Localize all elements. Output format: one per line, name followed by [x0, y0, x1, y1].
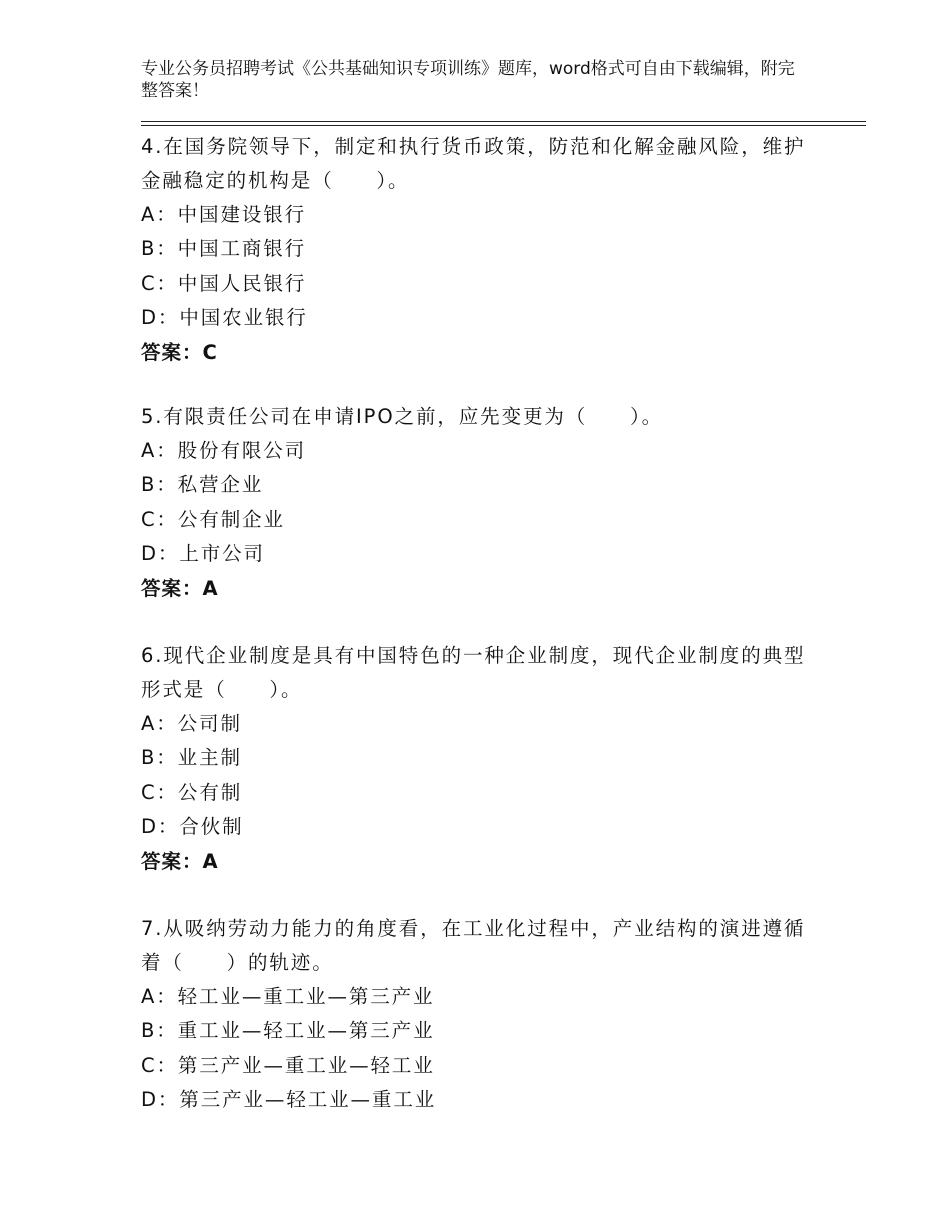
- answer-line: 答案：C: [141, 340, 218, 364]
- question-stem: 5.有限责任公司在申请IPO之前，应先变更为（ ）。: [141, 405, 664, 428]
- option-d: D：中国农业银行: [141, 306, 308, 330]
- option-b: B：重工业—轻工业—第三产业: [141, 1019, 435, 1043]
- answer-line: 答案：A: [141, 849, 219, 873]
- option-a: A：轻工业—重工业—第三产业: [141, 985, 435, 1008]
- question-stem: 6.现代企业制度是具有中国特色的一种企业制度，现代企业制度的典型形式是（ ）。: [141, 644, 806, 701]
- option-c: C：公有制企业: [141, 507, 285, 531]
- option-c: C：公有制: [141, 780, 243, 804]
- option-d: D：第三产业—轻工业—重工业: [141, 1088, 437, 1112]
- option-a: A：股份有限公司: [141, 439, 307, 462]
- option-b: B：中国工商银行: [141, 237, 307, 261]
- option-d: D：上市公司: [141, 542, 265, 566]
- option-b: B：业主制: [141, 746, 242, 770]
- question-5: [141, 400, 811, 606]
- option-b: B：私营企业: [141, 473, 264, 497]
- question-stem: 7.从吸纳劳动力能力的角度看，在工业化过程中，产业结构的演进遵循着（ ）的轨迹。: [141, 917, 806, 974]
- question-6: [141, 639, 811, 879]
- question-stem: 4.在国务院领导下，制定和执行货币政策，防范和化解金融风险，维护金融稳定的机构是（ ）。: [141, 135, 806, 192]
- question-7: [141, 912, 811, 1118]
- option-c: C：中国人民银行: [141, 271, 307, 295]
- option-a: A：中国建设银行: [141, 203, 307, 226]
- answer-line: 答案：A: [141, 576, 219, 600]
- question-4: [141, 130, 811, 370]
- option-c: C：第三产业—重工业—轻工业: [141, 1053, 435, 1077]
- option-a: A：公司制: [141, 712, 242, 735]
- document-header: 专业公务员招聘考试《公共基础知识专项训练》题库，word格式可自由下载编辑，附完整答案！: [141, 59, 795, 101]
- option-d: D：合伙制: [141, 815, 244, 839]
- header-divider: [141, 121, 866, 126]
